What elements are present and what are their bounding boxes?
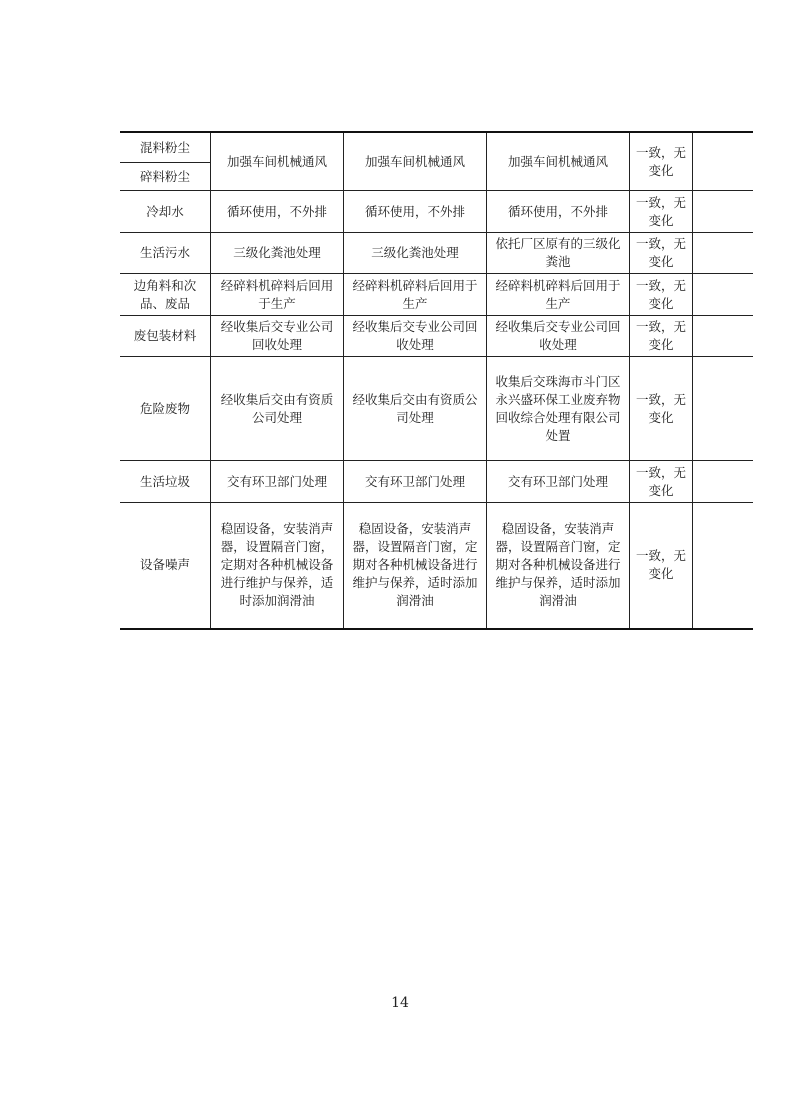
actual-measure-cell: 经收集后交专业公司回收处理 — [487, 316, 630, 357]
actual-measure-cell: 交有环卫部门处理 — [487, 461, 630, 503]
empty-cell — [693, 132, 754, 191]
empty-cell — [693, 357, 754, 461]
pollutant-label: 生活垃圾 — [120, 461, 211, 503]
actual-measure-cell: 循环使用，不外排 — [487, 191, 630, 233]
consistency-cell: 一致，无变化 — [630, 357, 693, 461]
pollutant-cell — [120, 132, 211, 191]
actual-measure-cell: 收集后交珠海市斗门区永兴盛环保工业废弃物回收综合处理有限公司处置 — [487, 357, 630, 461]
pollutant-label: 生活污水 — [120, 233, 211, 274]
consistency-cell: 一致，无变化 — [630, 316, 693, 357]
eia-measure-cell: 交有环卫部门处理 — [211, 461, 344, 503]
table-row — [120, 191, 753, 233]
approved-measure-cell: 三级化粪池处理 — [344, 233, 487, 274]
eia-measure-cell: 循环使用，不外排 — [211, 191, 344, 233]
pollutant-label: 边角料和次品、废品 — [120, 274, 211, 316]
eia-measure-cell: 经收集后交由有资质公司处理 — [211, 357, 344, 461]
approved-measure-cell: 经收集后交专业公司回收处理 — [344, 316, 487, 357]
table-row — [120, 274, 753, 316]
actual-measure-cell: 加强车间机械通风 — [487, 132, 630, 191]
pollutant-label: 冷却水 — [120, 191, 211, 233]
eia-measure-cell: 经收集后交专业公司回收处理 — [211, 316, 344, 357]
consistency-cell: 一致，无变化 — [630, 233, 693, 274]
table-row — [120, 316, 753, 357]
consistency-cell: 一致，无变化 — [630, 132, 693, 191]
pollutant-label: 碎料粉尘 — [139, 169, 190, 184]
empty-cell — [693, 191, 754, 233]
approved-measure-cell: 循环使用，不外排 — [344, 191, 487, 233]
approved-measure-cell: 经碎料机碎料后回用于生产 — [344, 274, 487, 316]
table-row — [120, 357, 753, 461]
eia-measure-cell: 加强车间机械通风 — [211, 132, 344, 191]
table-row — [120, 233, 753, 274]
empty-cell — [693, 461, 754, 503]
consistency-cell: 一致，无变化 — [630, 461, 693, 503]
eia-measure-cell: 稳固设备，安装消声器，设置隔音门窗，定期对各种机械设备进行维护与保养，适时添加润滑油 — [211, 503, 344, 629]
empty-cell — [693, 233, 754, 274]
environmental-measures-table — [120, 131, 753, 630]
pollutant-label: 废包装材料 — [120, 316, 211, 357]
actual-measure-cell: 稳固设备，安装消声器，设置隔音门窗，定期对各种机械设备进行维护与保养，适时添加润滑油 — [487, 503, 630, 629]
table-row — [120, 132, 753, 191]
table-row — [120, 461, 753, 503]
actual-measure-cell: 经碎料机碎料后回用于生产 — [487, 274, 630, 316]
pollutant-label: 混料粉尘 — [120, 133, 210, 163]
table-row — [120, 503, 753, 629]
empty-cell — [693, 316, 754, 357]
actual-measure-cell: 依托厂区原有的三级化粪池 — [487, 233, 630, 274]
approved-measure-cell: 加强车间机械通风 — [344, 132, 487, 191]
eia-measure-cell: 三级化粪池处理 — [211, 233, 344, 274]
pollutant-label: 设备噪声 — [120, 503, 211, 629]
approved-measure-cell: 稳固设备，安装消声器，设置隔音门窗，定期对各种机械设备进行维护与保养，适时添加润滑油 — [344, 503, 487, 629]
approved-measure-cell: 经收集后交由有资质公司处理 — [344, 357, 487, 461]
empty-cell — [693, 503, 754, 629]
approved-measure-cell: 交有环卫部门处理 — [344, 461, 487, 503]
empty-cell — [693, 274, 754, 316]
consistency-cell: 一致，无变化 — [630, 274, 693, 316]
page-number: 14 — [391, 995, 409, 1011]
consistency-cell: 一致，无变化 — [630, 191, 693, 233]
eia-measure-cell: 经碎料机碎料后回用于生产 — [211, 274, 344, 316]
pollutant-label: 危险废物 — [120, 357, 211, 461]
consistency-cell: 一致，无变化 — [630, 503, 693, 629]
